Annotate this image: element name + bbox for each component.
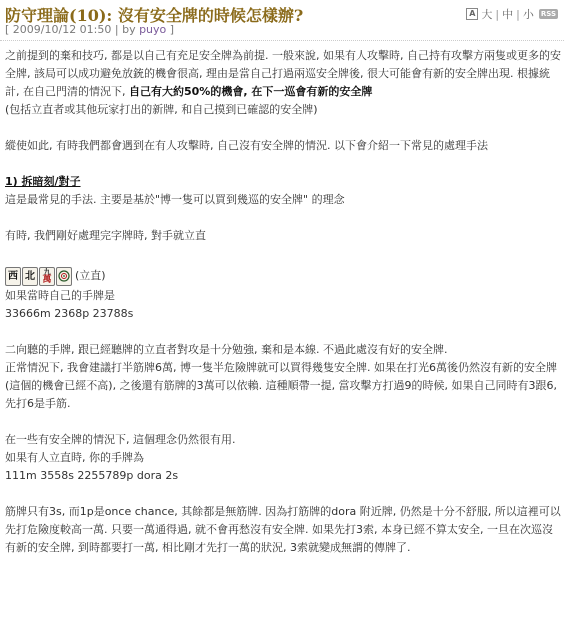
font-medium-button[interactable]: 中 <box>502 8 514 21</box>
paragraph: 縱使如此, 有時我們都會遇到在有人攻擊時, 自己沒有安全牌的情況. 以下會介紹一下常見的處理手法 <box>5 139 488 152</box>
text-run: (包括立直者或其他玩家打出的新牌, 和自己摸到已確認的安全牌) <box>5 103 318 116</box>
header-divider <box>0 40 564 41</box>
paragraph: 二向聽的手牌, 跟已經聽牌的立直者對攻是十分勉強, 棄和是本線. 不過此處沒有好的安全牌. <box>5 343 448 356</box>
post-meta <box>5 23 174 36</box>
font-small-button[interactable]: 小 <box>522 8 534 21</box>
meta-close: ] <box>166 23 175 36</box>
text-run: 之前提到的棄和技巧, 都是以自己有充足安全牌為前提. 一般來說, 如果有人攻擊時, 自己持有攻擊方兩隻或更多的安全牌, 該局可以成功避免放銃的機會很高, 理由是當自己打過兩巡安全牌後, 很大可能會有新的安全牌出現. 根據統計, 在自己門清的情況下, <box>5 49 561 98</box>
tile-pin-icon <box>56 267 72 286</box>
section-heading: 1) 拆暗刻/對子 <box>5 175 81 188</box>
paragraph: 筋牌只有3s, 而1p是once chance, 其餘都是無筋牌. 因為打筋牌的dora 附近牌, 仍然是十分不舒服, 所以這裡可以先打危險度較高一萬. 只要一萬通得過, 就不會再愁沒有安全牌. 如果先打3索, 本身已經不算太安全, 一旦在次巡沒有新的安全牌, 到時都要打一萬, 相比剛才先打一萬的狀況, 3索就變成無謂的傳牌了. <box>5 505 561 554</box>
font-size-icon: A <box>466 8 478 20</box>
paragraph: 如果當時自己的手牌是 <box>5 289 115 302</box>
riichi-label: (立直) <box>75 269 106 282</box>
post-body <box>5 47 561 557</box>
paragraph: 有時, 我們剛好處理完字牌時, 對手就立直 <box>5 229 206 242</box>
tile-north: 北 <box>22 267 38 286</box>
tile-9-man-bottom: 萬 <box>42 274 52 285</box>
tile-west: 西 <box>5 267 21 286</box>
rss-icon[interactable]: RSS <box>540 10 556 18</box>
hand-notation: 33666m 2368p 23788s <box>5 307 134 320</box>
paragraph: 正常情況下, 我會建議打半筋牌6萬, 博一隻半危險牌就可以買得幾隻安全牌. 如果在打光6萬後仍然沒有新的安全牌(這個的機會已經不高), 之後還有筋牌的3萬可以依賴. 這種順帶一提, 當攻擊方打過9的時候, 如果自己同時有3跟6, 先打6是手筋. <box>5 361 558 410</box>
paragraph <box>5 47 561 119</box>
tile-9-man <box>39 267 55 286</box>
post-header <box>0 0 564 40</box>
font-large-button[interactable]: 大 <box>481 8 493 21</box>
paragraph: 這是最常見的手法. 主要是基於"博一隻可以買到幾巡的安全牌" 的理念 <box>5 193 345 206</box>
post-title[interactable]: 防守理論(10): 沒有安全牌的時候怎樣辦? <box>5 6 304 25</box>
paragraph: 在一些有安全牌的情況下, 這個理念仍然很有用. <box>5 433 236 446</box>
paragraph: 如果有人立直時, 你的手牌為 <box>5 451 144 464</box>
font-size-controls <box>466 6 558 22</box>
mahjong-tiles <box>5 265 561 287</box>
hand-notation: 111m 3558s 2255789p dora 2s <box>5 469 179 482</box>
separator: | <box>495 7 500 21</box>
separator: | <box>516 7 520 21</box>
highlight-text: 自己有大約50%的機會, 在下一巡會有新的安全牌 <box>129 85 373 98</box>
post-date: [ 2009/10/12 01:50 | by <box>5 23 140 36</box>
tile-9-man-top: 九 <box>43 266 51 276</box>
author-link[interactable]: puyo <box>139 23 167 36</box>
